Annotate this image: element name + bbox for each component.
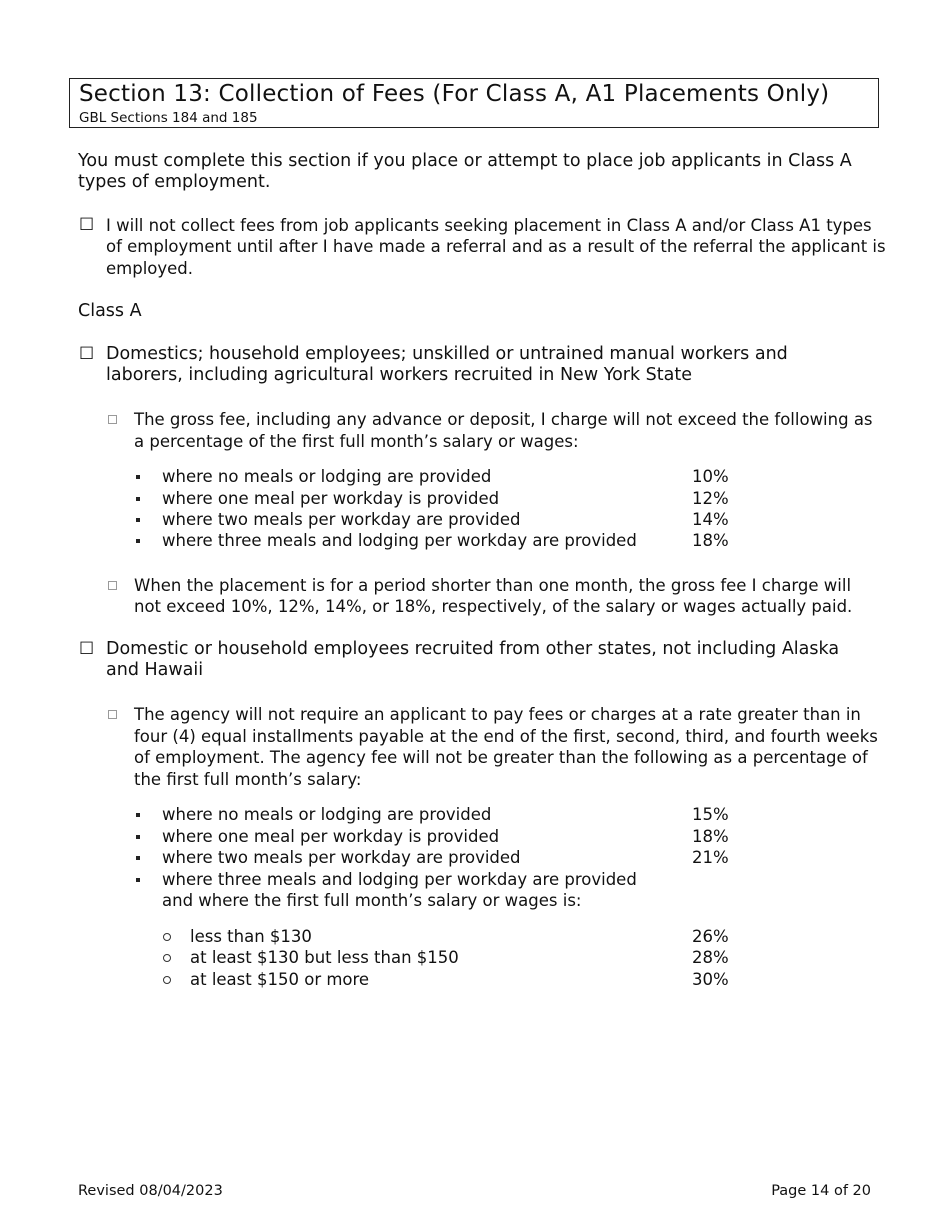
- no-fee-line-2: of employment until after I have made a referral and as a result of the referral the applicant is: [106, 237, 886, 256]
- bullet-icon: [136, 878, 140, 882]
- other-states-checkbox[interactable]: ☐: [79, 639, 95, 659]
- short-period-checkbox[interactable]: [108, 581, 117, 590]
- bullet-icon: [136, 813, 140, 817]
- bullet-icon: [136, 497, 140, 501]
- intro-line-2: types of employment.: [78, 172, 271, 192]
- class-a-heading: Class A: [78, 301, 142, 321]
- circle-bullet-icon: [163, 976, 171, 984]
- section-title: Section 13: Collection of Fees (For Class A, A1 Placements Only): [79, 81, 830, 107]
- domestics-checkbox[interactable]: ☐: [79, 344, 95, 364]
- rate-value: 15%: [692, 805, 729, 824]
- rate-label: where two meals per workday are provided: [162, 510, 521, 529]
- rate-label: where one meal per workday is provided: [162, 489, 500, 508]
- installments-line-2: four (4) equal installments payable at the end of the first, second, third, and fourth weeks: [134, 727, 878, 746]
- bullet-icon: [136, 856, 140, 860]
- salary-tier-label: less than $130: [190, 927, 312, 946]
- no-fee-checkbox[interactable]: ☐: [79, 215, 95, 235]
- installments-line-4: the first full month’s salary:: [134, 770, 362, 789]
- three-meals-line-1: where three meals and lodging per workday are provided: [162, 870, 637, 889]
- short-period-line-1: When the placement is for a period shorter than one month, the gross fee I charge will: [134, 576, 852, 595]
- rate-label: where two meals per workday are provided: [162, 848, 521, 867]
- rate-label: where one meal per workday is provided: [162, 827, 500, 846]
- page-number: Page 14 of 20: [771, 1183, 871, 1199]
- salary-tier-label: at least $130 but less than $150: [190, 948, 459, 967]
- section-subtitle: GBL Sections 184 and 185: [79, 110, 258, 126]
- salary-tier-label: at least $150 or more: [190, 970, 370, 989]
- section-header: [69, 78, 879, 128]
- installments-line-1: The agency will not require an applicant to pay fees or charges at a rate greater than in: [134, 705, 861, 724]
- bullet-icon: [136, 475, 140, 479]
- salary-tier-value: 30%: [692, 970, 729, 989]
- salary-tier-value: 28%: [692, 948, 729, 967]
- bullet-icon: [136, 835, 140, 839]
- installments-line-3: of employment. The agency fee will not be greater than the following as a percentage of: [134, 748, 868, 767]
- installments-checkbox[interactable]: [108, 710, 117, 719]
- gross-fee-line-2: a percentage of the first full month’s salary or wages:: [134, 432, 579, 451]
- rate-value: 12%: [692, 489, 729, 508]
- rate-value: 14%: [692, 510, 729, 529]
- circle-bullet-icon: [163, 954, 171, 962]
- rate-value: 21%: [692, 848, 729, 867]
- bullet-icon: [136, 539, 140, 543]
- circle-bullet-icon: [163, 933, 171, 941]
- gross-fee-line-1: The gross fee, including any advance or deposit, I charge will not exceed the following as: [134, 410, 873, 429]
- domestics-line-2: laborers, including agricultural workers recruited in New York State: [106, 365, 692, 385]
- no-fee-line-3: employed.: [106, 259, 194, 278]
- other-states-line-1: Domestic or household employees recruited from other states, not including Alaska: [106, 639, 840, 659]
- rate-label: where no meals or lodging are provided: [162, 467, 492, 486]
- intro-line-1: You must complete this section if you place or attempt to place job applicants in Class A: [78, 151, 852, 171]
- short-period-line-2: not exceed 10%, 12%, 14%, or 18%, respectively, of the salary or wages actually paid.: [134, 597, 853, 616]
- no-fee-line-1: I will not collect fees from job applicants seeking placement in Class A and/or Class A1 types: [106, 216, 872, 235]
- salary-tier-value: 26%: [692, 927, 729, 946]
- rate-label: where three meals and lodging per workday are provided: [162, 531, 637, 550]
- rate-value: 10%: [692, 467, 729, 486]
- gross-fee-checkbox[interactable]: [108, 415, 117, 424]
- other-states-line-2: and Hawaii: [106, 660, 204, 680]
- domestics-line-1: Domestics; household employees; unskilled or untrained manual workers and: [106, 344, 788, 364]
- revised-date: Revised 08/04/2023: [78, 1183, 223, 1199]
- three-meals-line-2: and where the first full month’s salary or wages is:: [162, 891, 582, 910]
- bullet-icon: [136, 518, 140, 522]
- rate-value: 18%: [692, 531, 729, 550]
- rate-label: where no meals or lodging are provided: [162, 805, 492, 824]
- rate-value: 18%: [692, 827, 729, 846]
